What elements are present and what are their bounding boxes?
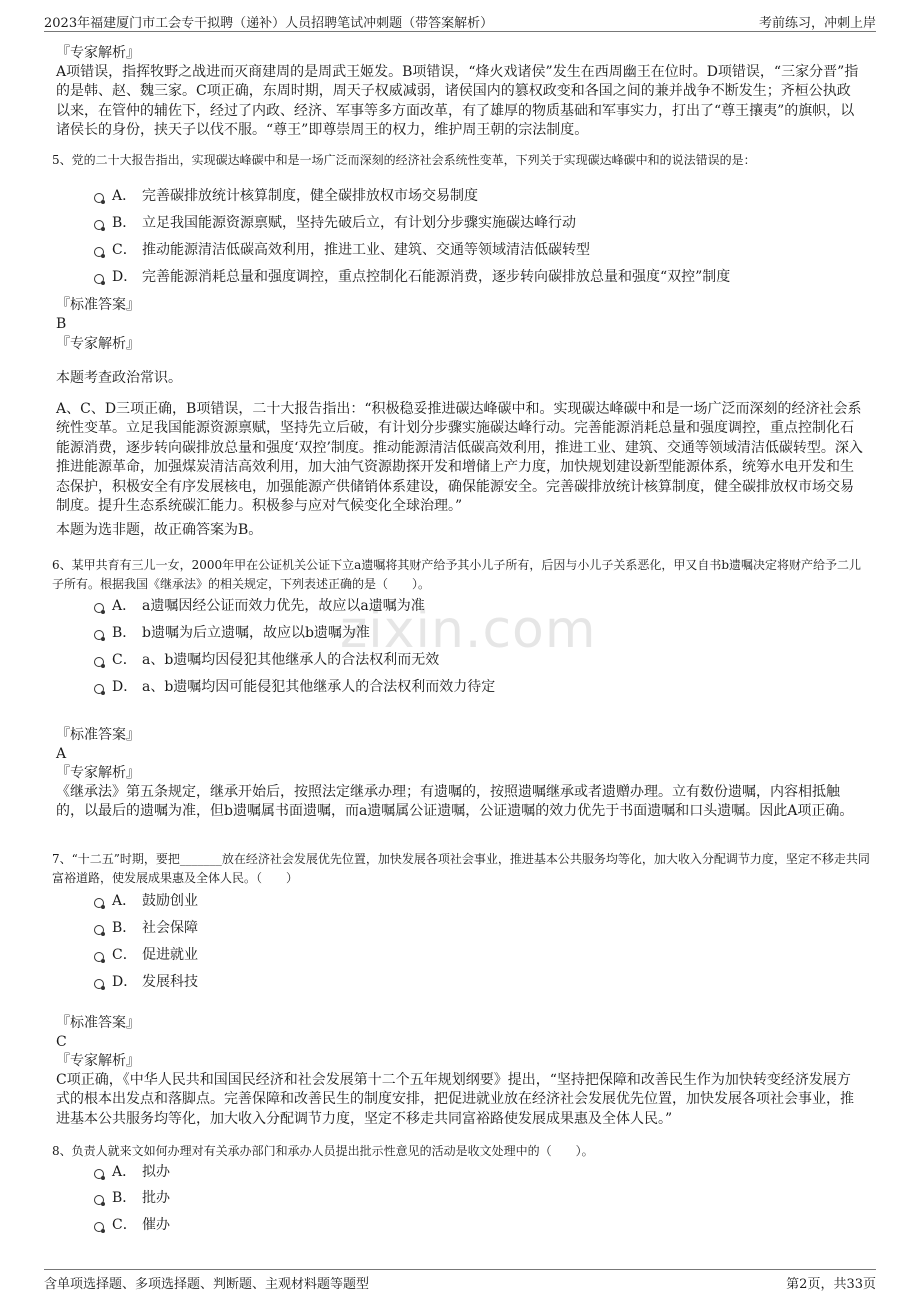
header-divider xyxy=(44,31,876,32)
question-6-option-a[interactable]: A． a遗嘱因经公证而效力优先，故应以a遗嘱为准 xyxy=(94,595,425,617)
question-6-answer-label: 『标准答案』 xyxy=(56,727,140,743)
question-7-answer-label: 『标准答案』 xyxy=(56,1015,140,1031)
question-7-option-c[interactable]: C． 促进就业 xyxy=(94,944,198,966)
question-6-stem: 6、某甲共育有三儿一女，2000年甲在公证机关公证下立a遗嘱将其财产给予其小儿子所有，后因与小儿子关系恶化，甲又自书b遗嘱决定将财产给予二儿子所有。根据我国《继承法》的相关规定，下列表述正确的是（ ）。 xyxy=(52,558,862,591)
question-8-option-c[interactable]: C． 催办 xyxy=(94,1214,170,1236)
question-6-expert-text: 《继承法》第五条规定，继承开始后，按照法定继承办理；有遗嘱的，按照遗嘱继承或者遗赠办理。立有数份遗嘱，内容相抵触的，以最后的遗嘱为准，但b遗嘱属书面遗嘱，而a遗嘱属公证遗嘱，公证遗嘱的效力优先于书面遗嘱和口头遗嘱。因此A项正确。 xyxy=(56,784,854,820)
question-5-expert-label: 『专家解析』 xyxy=(56,336,140,352)
radio-icon[interactable] xyxy=(94,274,104,284)
question-5-option-c[interactable]: C． 推动能源清洁低碳高效利用，推进工业、建筑、交通等领域清洁低碳转型 xyxy=(94,239,590,261)
question-7-expert-label: 『专家解析』 xyxy=(56,1053,140,1069)
radio-icon[interactable] xyxy=(94,603,104,613)
radio-icon[interactable] xyxy=(94,1195,104,1205)
question-6-option-b[interactable]: B． b遗嘱为后立遗嘱，故应以b遗嘱为准 xyxy=(94,622,370,644)
radio-icon[interactable] xyxy=(94,193,104,203)
question-8-option-a[interactable]: A． 拟办 xyxy=(94,1161,170,1183)
question-6-expert-label: 『专家解析』 xyxy=(56,765,140,781)
question-7-option-d[interactable]: D． 发展科技 xyxy=(94,971,198,993)
footer-divider xyxy=(44,1269,876,1270)
question-8-stem: 8、负责人就来文如何办理对有关承办部门和承办人员提出批示性意见的活动是收文处理中的（ ）。 xyxy=(52,1144,594,1158)
question-6-option-c[interactable]: C． a、b遗嘱均因侵犯其他继承人的合法权利而无效 xyxy=(94,649,439,671)
question-5-expert-p2: A、C、D三项正确，B项错误，二十大报告指出：“积极稳妥推进碳达峰碳中和。实现碳达峰碳中和是一场广泛而深刻的经济社会系统性变革。立足我国能源资源禀赋，坚持先立后破，有计划分步骤实施碳达峰行动。完善能源消耗总量和强度调控，重点控制化石能源消费，逐步转向碳排放总量和强度‘双控’制度。推动能源清洁低碳高效利用，推进工业、建筑、交通等领域清洁低碳转型。深入推进能源革命，加强煤炭清洁高效利用，加大油气资源勘探开发和增储上产力度，加快规划建设新型能源体系，统筹水电开发和生态保护，积极安全有序发展核电，加强能源产供储销体系建设，确保能源安全。完善碳排放统计核算制度，健全碳排放权市场交易制度。提升生态系统碳汇能力。积极参与应对气候变化全球治理。” xyxy=(56,401,863,515)
radio-icon[interactable] xyxy=(94,657,104,667)
question-7-expert-text: C项正确，《中华人民共和国国民经济和社会发展第十二个五年规划纲要》提出，“坚持把保障和改善民生作为加快转变经济发展方式的根本出发点和落脚点。完善保障和改善民生的制度安排，把促进就业放在经济社会发展优先位置，加快发展各项社会事业，推进基本公共服务均等化，加大收入分配调节力度，坚定不移走共同富裕路使发展成果惠及全体人民。” xyxy=(56,1072,854,1127)
question-5-option-b[interactable]: B． 立足我国能源资源禀赋，坚持先破后立，有计划分步骤实施碳达峰行动 xyxy=(94,212,576,234)
question-5-answer: B xyxy=(56,316,67,332)
radio-icon[interactable] xyxy=(94,898,104,908)
prev-expert-label: 『专家解析』 xyxy=(56,45,140,61)
radio-icon[interactable] xyxy=(94,979,104,989)
radio-icon[interactable] xyxy=(94,1222,104,1232)
question-5-expert-p1: 本题考查政治常识。 xyxy=(56,370,182,386)
page-number: 第2页，共33页 xyxy=(786,1277,876,1292)
radio-icon[interactable] xyxy=(94,1169,104,1179)
question-7-answer: C xyxy=(56,1034,67,1050)
question-5-answer-label: 『标准答案』 xyxy=(56,297,140,313)
document-title: 2023年福建厦门市工会专干拟聘（递补）人员招聘笔试冲刺题（带答案解析） xyxy=(44,16,494,31)
question-6-answer: A xyxy=(56,746,67,762)
page-header xyxy=(0,0,920,34)
radio-icon[interactable] xyxy=(94,684,104,694)
radio-icon[interactable] xyxy=(94,220,104,230)
header-slogan: 考前练习，冲刺上岸 xyxy=(758,16,876,31)
question-7-option-b[interactable]: B． 社会保障 xyxy=(94,917,198,939)
question-5-option-a[interactable]: A． 完善碳排放统计核算制度，健全碳排放权市场交易制度 xyxy=(94,185,478,207)
radio-icon[interactable] xyxy=(94,925,104,935)
question-8-option-b[interactable]: B． 批办 xyxy=(94,1187,170,1209)
question-7-option-a[interactable]: A． 鼓励创业 xyxy=(94,890,198,912)
prev-expert-text: A项错误，指挥牧野之战进而灭商建周的是周武王姬发。B项错误，“烽火戏诸侯”发生在西周幽王在位时。D项错误，“三家分晋”指的是韩、赵、魏三家。C项正确，东周时期，周天子权威减弱，诸侯国内的篡权政变和各国之间的兼并战争不断发生；齐桓公执政以来，在管仲的辅佐下，经过了内政、经济、军事等多方面改革，有了雄厚的物质基础和军事实力，打出了“尊王攘夷”的旗帜，以诸侯长的身份，挟天子以伐不服。“尊王”即尊崇周王的权力，维护周王朝的宗法制度。 xyxy=(56,64,859,139)
radio-icon[interactable] xyxy=(94,247,104,257)
question-5-stem: 5、党的二十大报告指出，实现碳达峰碳中和是一场广泛而深刻的经济社会系统性变革，下列关于实现碳达峰碳中和的说法错误的是： xyxy=(52,153,756,167)
question-6-option-d[interactable]: D． a、b遗嘱均因可能侵犯其他继承人的合法权利而效力待定 xyxy=(94,676,495,698)
question-5-expert-p3: 本题为选非题，故正确答案为B。 xyxy=(56,522,263,538)
radio-icon[interactable] xyxy=(94,630,104,640)
radio-icon[interactable] xyxy=(94,952,104,962)
footer-note: 含单项选择题、多项选择题、判断题、主观材料题等题型 xyxy=(44,1277,370,1292)
watermark: zixin.com xyxy=(340,600,597,660)
question-7-stem: 7、“十二五”时期，要把_______放在经济社会发展优先位置，加快发展各项社会事业，推进基本公共服务均等化，加大收入分配调节力度，坚定不移走共同富裕道路，使发展成果惠及全体人民。（ ） xyxy=(52,852,870,885)
question-5-option-d[interactable]: D． 完善能源消耗总量和强度调控，重点控制化石能源消费，逐步转向碳排放总量和强度“双控”制度 xyxy=(94,266,730,288)
